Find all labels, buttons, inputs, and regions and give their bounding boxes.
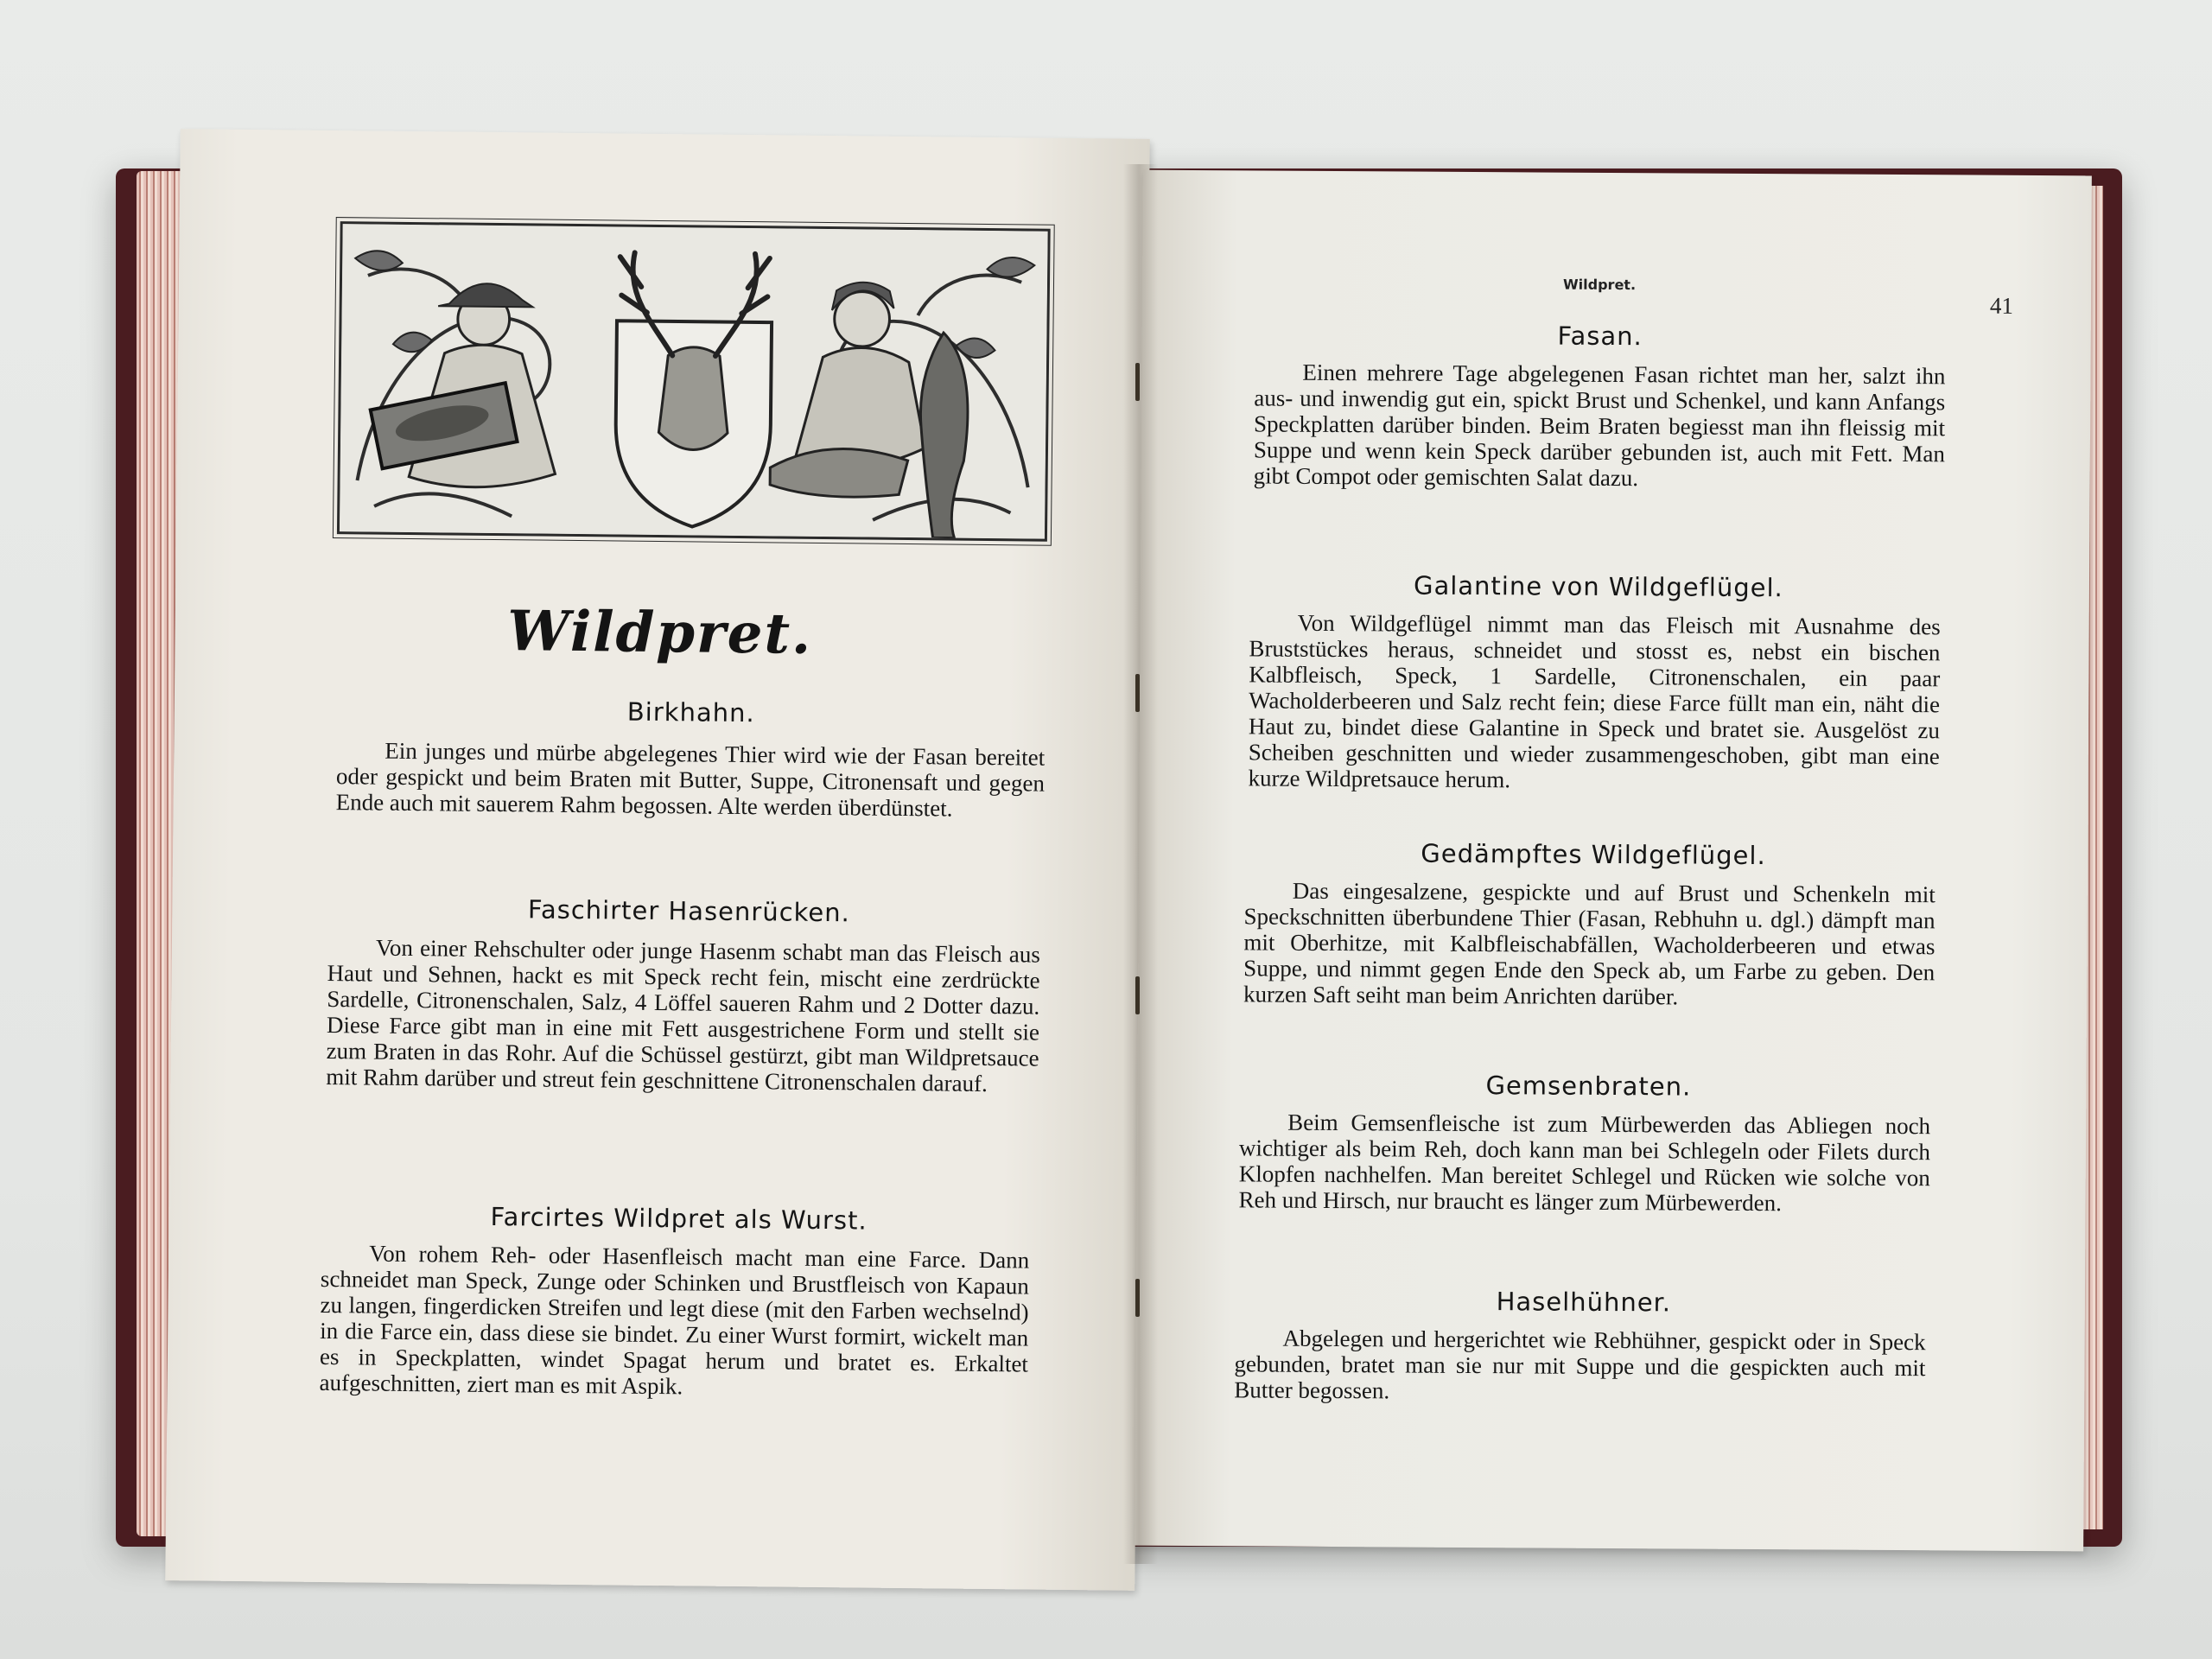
recipe-title-birkhahn: Birkhahn.: [626, 696, 755, 728]
left-page: [165, 129, 1150, 1591]
page-number: 41: [1989, 292, 2014, 319]
recipe-text-faschirter-hasenruecken: Von einer Rehschulter oder junge Hasenm schabt man das Fleisch aus Haut und Sehnen, hackt es mit Speck recht fein, mischt eine zerdrückte Sardelle, Citronenschalen, Salz, 4 Löffel saueren Rahm und 2 Dotter dazu. Diese Farce gibt man in eine mit Fett ausgestrichene Form und stellt sie zum Braten in das Rohr. Auf die Schüssel gestürzt, gibt man Wildpretsauce mit Rahm darüber und streut fein geschnittene Citronenschalen darauf.: [326, 934, 1041, 1097]
recipe-title-faschirter-hasenruecken: Faschirter Hasenrücken.: [527, 894, 851, 928]
recipe-text-gedaempftes-wildgefluegel: Das eingesalzene, gespickte und auf Brust und Schenkeln mit Speckschnitten überbundene Thier (Fasan, Rebhuhn u. dgl.) dämpft man mit Oberhitze, mit Kalbfleischabfällen, Wacholderbeeren und etwas Suppe, und nimmt gegen Ende den Speck ab, um Farbe zu geben. Den kurzen Saft seiht man beim Anrichten darüber.: [1243, 877, 1936, 1010]
chapter-title: Wildpret.: [506, 599, 813, 667]
binding-stitch: [1135, 976, 1140, 1014]
recipe-title-fasan: Fasan.: [1557, 321, 1643, 352]
right-page: [1135, 170, 2092, 1552]
recipe-title-gedaempftes-wildgefluegel: Gedämpftes Wildgeflügel.: [1421, 838, 1766, 871]
binding-stitch: [1135, 363, 1140, 401]
recipe-title-haselhuehner: Haselhühner.: [1496, 1287, 1672, 1318]
chapter-vignette-illustration: [337, 221, 1051, 542]
recipe-title-gemsenbraten: Gemsenbraten.: [1485, 1071, 1692, 1102]
recipe-text-farcirtes-wildpret: Von rohem Reh- oder Hasenfleisch macht man eine Farce. Dann schneidet man Speck, Zunge oder Schinken und Brustfleisch von Kapaun zu langen, fingerdicken Streifen und legt diese (mit den Farben wechselnd) in die Farce ein, dass diese sie bindet. Zu einer Wurst formirt, wickelt man es in Speckplatten, windet Spagat herum und bratet es. Erkaltet aufgeschnitten, ziert man es mit Aspik.: [319, 1240, 1030, 1400]
recipe-text-gemsenbraten: Beim Gemsenfleische ist zum Mürbewerden das Abliegen noch wichtiger als beim Reh, doch kann man bei Schlegeln oder Filets durch Klopfen nachhelfen. Man bereitet Schlegel und Rücken wie solche von Reh und Hirsch, nur braucht es länger zum Mürbewerden.: [1238, 1109, 1931, 1217]
recipe-text-birkhahn: Ein junges und mürbe abgelegenes Thier wird wie der Fasan bereitet oder gespickt und beim Braten mit Butter, Suppe, Citronensaft und gegen Ende auch mit sauerem Rahm begossen. Alte werden überdünstet.: [335, 737, 1046, 822]
book-gutter: [1123, 164, 1158, 1564]
binding-stitch: [1135, 674, 1140, 712]
recipe-text-galantine: Von Wildgeflügel nimmt man das Fleisch mit Ausnahme des Bruststückes heraus, schneidet und stosst es, nebst ein bischen Kalbfleisch, Speck, 1 Sardelle, Citronenschalen, ein paar Wacholderbeeren und Salz recht fein; diese Farce füllt man ein, näht die Haut zu, bindet diese Galantine in Speck und bratet sie. Ausgelöst zu Scheiben geschnitten und wieder zusammengeschoben, gibt man eine kurze Wildpretsauce herum.: [1248, 609, 1941, 793]
recipe-title-galantine: Galantine von Wildgeflügel.: [1413, 570, 1783, 603]
recipe-text-haselhuehner: Abgelegen und hergerichtet wie Rebhühner, gespickt oder in Speck gebunden, bratet man sie nur mit Suppe und die gespickten auch mit Butter begossen.: [1234, 1325, 1926, 1404]
recipe-title-farcirtes-wildpret: Farcirtes Wildpret als Wurst.: [490, 1201, 868, 1236]
recipe-text-fasan: Einen mehrere Tage abgelegenen Fasan richtet man her, salzt ihn aus- und inwendig gut ein, spickt Brust und Schenkel, und kann Anfangs Speckplatten darüber binden. Beim Braten begiesst man ihn fleissig mit Suppe und wenn kein Speck darüber gebunden ist, auch mit Fett. Man gibt Compot oder gemischten Salat dazu.: [1253, 359, 1946, 492]
binding-stitch: [1135, 1279, 1140, 1317]
running-head: Wildpret.: [1563, 276, 1637, 294]
